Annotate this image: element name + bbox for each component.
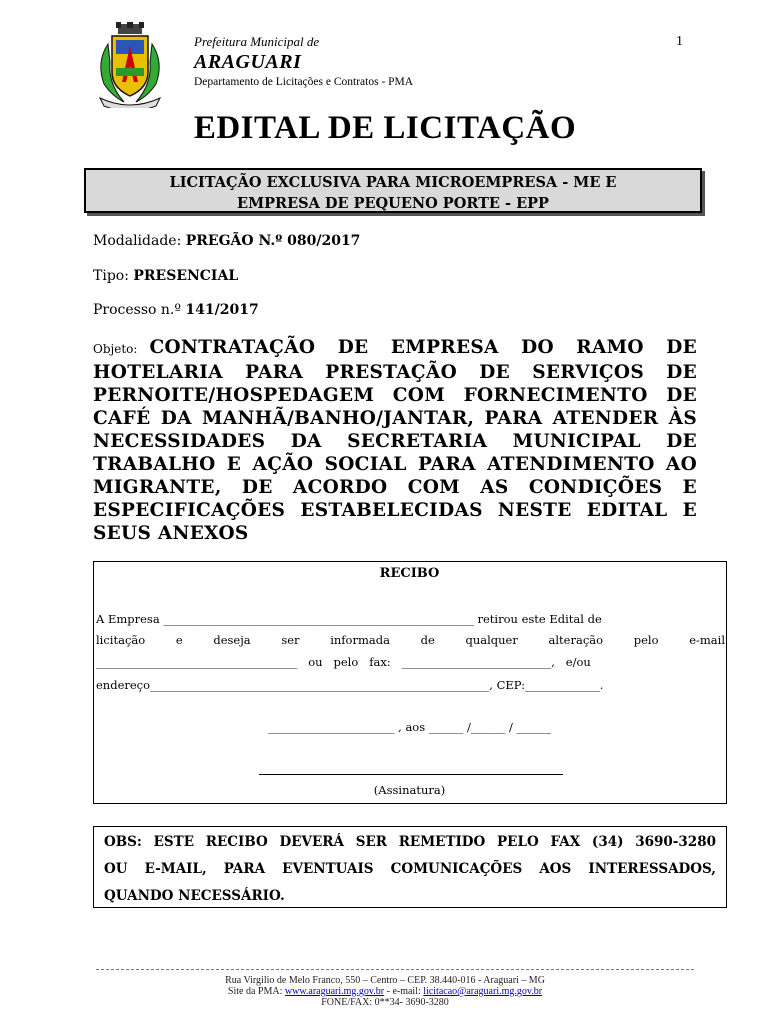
objeto-text: CONTRATAÇÃO DE EMPRESA DO RAMO DE HOTELARIA PARA PRESTAÇÃO DE SERVIÇOS DE PERNOITE/HOSPEDAGEM COM FORNECIMENTO DE CAFÉ DA MANHÃ/BANHO/JANTAR, PARA ATENDER ÀS NECESSIDADES DA SECRETARIA MUNICIPAL DE TRABALHO E AÇÃO SOCIAL PARA ATENDIMENTO AO MIGRANTE, DE ACORDO COM AS CONDIÇÕES E ESPECIFICAÇÕES ESTABELECIDAS NESTE EDITAL E SEUS ANEXOS (93, 337, 697, 544)
footer-divider (96, 969, 694, 970)
processo-value: 141/2017 (185, 302, 259, 318)
receipt-word: e-mail (689, 633, 725, 647)
receipt-date-line: ______________________ , aos ______ /______ / ______ (267, 720, 552, 734)
observation-box (93, 826, 727, 908)
exclusive-bid-banner (84, 168, 702, 213)
footer-email-label: - e-mail: (384, 986, 424, 997)
receipt-company-line: A Empresa ______________________________________________________ retirou este Edital de (96, 612, 602, 626)
page-number: 1 (676, 34, 683, 49)
signature-line (259, 774, 563, 775)
footer-contact (0, 986, 770, 997)
footer (0, 975, 770, 1008)
footer-phone: FONE/FAX: 0**34- 3690-3280 (321, 997, 449, 1008)
footer-site-label: Site da PMA: (227, 986, 285, 997)
araguari-coat-of-arms-logo (94, 22, 166, 108)
footer-site-link[interactable]: www.araguari.mg.gov.br (284, 986, 385, 997)
receipt-word: alteração (548, 633, 604, 647)
receipt-word: licitação (96, 633, 146, 647)
tipo-value: PRESENCIAL (133, 268, 239, 284)
receipt-word: deseja (213, 633, 251, 647)
obs-line-2: OU E-MAIL, PARA EVENTUAIS COMUNICAÇÕES AOS INTERESSADOS, (104, 861, 716, 877)
receipt-word: qualquer (465, 633, 518, 647)
tipo-label: Tipo: (93, 268, 134, 284)
header-prefeitura: Prefeitura Municipal de (194, 34, 320, 49)
receipt-box (93, 561, 727, 804)
receipt-word: informada (330, 633, 390, 647)
document-title: EDITAL DE LICITAÇÃO (193, 110, 577, 146)
modalidade-value: PREGÃO N.º 080/2017 (185, 233, 361, 249)
objeto-paragraph (93, 336, 697, 545)
header-city-name: ARAGUARI (194, 51, 302, 73)
obs-line-1: OBS: ESTE RECIBO DEVERÁ SER REMETIDO PELO FAX (34) 3690-3280 (104, 834, 716, 850)
modalidade-field (93, 233, 360, 249)
footer-address: Rua Virgilio de Melo Franco, 550 – Centro – CEP. 38.440-016 - Araguari – MG (225, 975, 545, 986)
processo-field (93, 302, 259, 318)
objeto-label: Objeto: (93, 342, 138, 356)
receipt-email-fax-line: ___________________________________ ou pelo fax: __________________________, e/ou (96, 655, 591, 669)
header-department: Departamento de Licitações e Contratos - PMA (194, 76, 414, 88)
processo-label: Processo n.º (93, 302, 186, 318)
signature-label: (Assinatura) (373, 783, 446, 797)
banner-line-2: EMPRESA DE PEQUENO PORTE - EPP (237, 195, 549, 212)
receipt-word: de (420, 633, 435, 647)
obs-line-3: QUANDO NECESSÁRIO. (104, 888, 285, 904)
receipt-word: pelo (633, 633, 659, 647)
modalidade-label: Modalidade: (93, 233, 186, 249)
receipt-title: RECIBO (379, 566, 440, 581)
receipt-word: ser (281, 633, 300, 647)
tipo-field (93, 268, 238, 284)
receipt-word: e (175, 633, 183, 647)
banner-line-1: LICITAÇÃO EXCLUSIVA PARA MICROEMPRESA - ME E (169, 174, 617, 191)
footer-email-link[interactable]: licitacao@araguari.mg.gov.br (423, 986, 543, 997)
receipt-address-line: endereço___________________________________________________________, CEP:_____________. (96, 678, 604, 692)
receipt-licitacao-line (96, 633, 725, 647)
